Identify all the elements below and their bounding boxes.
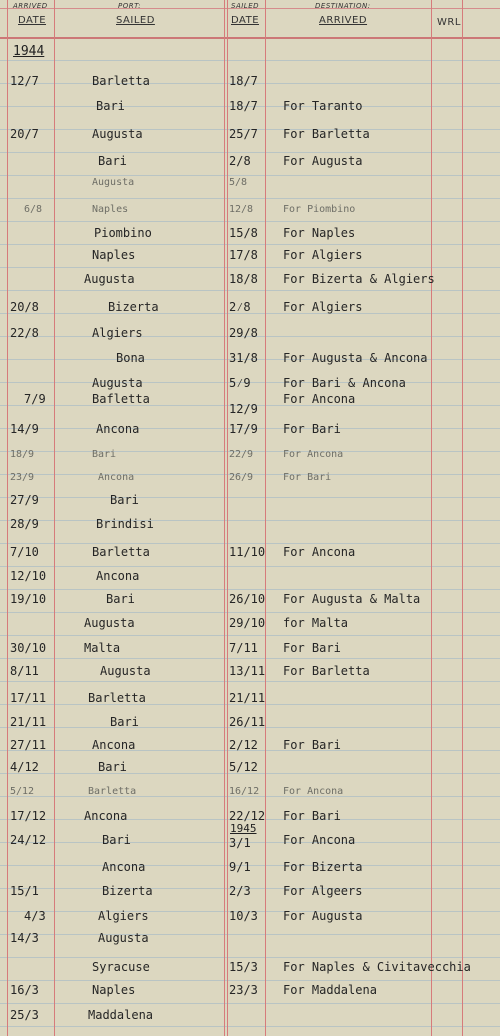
arrived-cell: 7/10 [10, 545, 39, 559]
port-cell: Augusta [92, 177, 135, 188]
arrived-caption: ARRIVED [13, 2, 48, 10]
destination-cell: For Ancona [283, 545, 356, 559]
sailed-cell: 13/11 [229, 664, 266, 678]
port-cell: Algiers [98, 909, 149, 923]
sailed-cell: 26/10 [229, 592, 266, 606]
arrived-cell: 12/7 [10, 74, 39, 88]
destination-cell: For Augusta [283, 909, 363, 923]
sailed-cell: 25/7 [229, 127, 258, 141]
port-cell: Augusta [98, 931, 149, 945]
sailed-caption: SAILED [231, 2, 260, 10]
sailed-cell: 2/12 [229, 738, 258, 752]
arrived-cell: 27/9 [10, 493, 39, 507]
arrived-cell: 8/11 [10, 664, 39, 678]
port-cell: Ancona [96, 569, 140, 583]
destination-cell: For Bari [283, 422, 341, 436]
port-cell: Ancona [96, 422, 140, 436]
destination-cell: For Bari [283, 472, 332, 483]
sailed-cell: 26/9 [229, 472, 254, 483]
sailed-cell: 9/1 [229, 860, 251, 874]
sailed-cell: 10/3 [229, 909, 258, 923]
sailed-cell: 26/11 [229, 715, 266, 729]
sailed-cell: 3/1 [229, 836, 251, 850]
port-cell: Piombino [94, 226, 152, 240]
port-cell: Naples [92, 248, 136, 262]
arrived-cell: 6/8 [24, 204, 43, 215]
arrived-date-header: DATE [18, 15, 47, 26]
port-cell: Naples [92, 983, 136, 997]
port-cell: Augusta [84, 616, 135, 630]
arrived-cell: 25/3 [10, 1008, 39, 1022]
destination-cell: For Taranto [283, 99, 363, 113]
port-cell: Augusta [92, 376, 143, 390]
port-cell: Maddalena [88, 1008, 154, 1022]
arrived-cell: 17/11 [10, 691, 47, 705]
arrived-cell: 15/1 [10, 884, 39, 898]
port-cell: Brindisi [96, 517, 154, 531]
sailed-cell: 16/12 [229, 786, 260, 797]
port-cell: Algiers [92, 326, 143, 340]
arrived-cell: 21/11 [10, 715, 47, 729]
destination-cell: For Ancona [283, 786, 344, 797]
sailed-cell: 12/8 [229, 204, 254, 215]
year-1944: 1944 [13, 44, 45, 59]
destination-cell: For Bari & Ancona [283, 376, 406, 390]
destination-cell: For Augusta & Malta [283, 592, 421, 606]
sailed-cell: 18/7 [229, 74, 258, 88]
arrived-cell: 28/9 [10, 517, 39, 531]
arrived-cell: 24/12 [10, 833, 47, 847]
port-cell: Malta [84, 641, 121, 655]
arrived-cell: 19/10 [10, 592, 47, 606]
destination-cell: For Barletta [283, 664, 370, 678]
destination-cell: For Bari [283, 641, 341, 655]
arrived-cell: 17/12 [10, 809, 47, 823]
sailed-cell: 7/11 [229, 641, 258, 655]
arrived-cell: 30/10 [10, 641, 47, 655]
sailed-cell: 15/3 [229, 960, 258, 974]
sailed-cell: 22/12 [229, 809, 266, 823]
destination-cell: For Piombino [283, 204, 356, 215]
wrl-header: WRL [437, 17, 461, 28]
destination-cell: For Algeers [283, 884, 363, 898]
port-cell: Barletta [88, 786, 137, 797]
sailed-cell: 22/9 [229, 449, 254, 460]
sailed-cell: 29/10 [229, 616, 266, 630]
sailed-cell: 2⁄8 [229, 300, 251, 314]
sailed-cell: 5/12 [229, 760, 258, 774]
port-cell: Barletta [92, 545, 150, 559]
port-cell: Ancona [84, 809, 128, 823]
port-cell: Ancona [98, 472, 135, 483]
destination-cell: For Ancona [283, 449, 344, 460]
sailed-cell: 29/8 [229, 326, 258, 340]
port-cell: Bari [106, 592, 135, 606]
destination-cell: For Augusta [283, 154, 363, 168]
port-cell: Barletta [88, 691, 146, 705]
port-cell: Bari [102, 833, 131, 847]
port-cell: Ancona [92, 738, 136, 752]
sailed-date-header: DATE [231, 15, 260, 26]
arrived-cell: 20/8 [10, 300, 39, 314]
sailed-cell: 5⁄9 [229, 376, 251, 390]
arrived-cell: 16/3 [10, 983, 39, 997]
sailed-cell: 11/10 [229, 545, 266, 559]
port-cell: Bizerta [108, 300, 159, 314]
sailed-cell: 18/7 [229, 99, 258, 113]
destination-cell: for Malta [283, 616, 349, 630]
destination-cell: For Naples [283, 226, 356, 240]
sailed-cell: 2/8 [229, 154, 251, 168]
port-cell: Bari [96, 99, 125, 113]
destination-cell: For Naples & Civitavecchia [283, 960, 471, 974]
sailed-cell: 31/8 [229, 351, 258, 365]
port-caption: PORT: [118, 2, 142, 10]
arrived-cell: 12/10 [10, 569, 47, 583]
destination-cell: For Ancona [283, 833, 356, 847]
sailed-cell: 17/9 [229, 422, 258, 436]
destination-cell: For Ancona [283, 392, 356, 406]
port-cell: Bari [98, 154, 127, 168]
arrived-cell: 14/9 [10, 422, 39, 436]
arrived-cell: 23/9 [10, 472, 35, 483]
port-cell: Ancona [102, 860, 146, 874]
port-cell: Augusta [92, 127, 143, 141]
arrived-cell: 5/12 [10, 786, 35, 797]
arrived-cell: 7/9 [24, 392, 46, 406]
arrived-cell: 27/11 [10, 738, 47, 752]
sailed-cell: 18/8 [229, 272, 258, 286]
sailed-cell: 12/9 [229, 402, 258, 416]
port-cell: Bizerta [102, 884, 153, 898]
destination-cell: For Bari [283, 738, 341, 752]
sailed-cell: 17/8 [229, 248, 258, 262]
port-cell: Bafletta [92, 392, 150, 406]
port-cell: Bari [110, 493, 139, 507]
sailed-cell: 2/3 [229, 884, 251, 898]
destination-cell: For Bizerta & Algiers [283, 272, 435, 286]
sailed-cell: 21/11 [229, 691, 266, 705]
port-cell: Naples [92, 204, 129, 215]
port-cell: Bona [116, 351, 145, 365]
destination-cell: For Bari [283, 809, 341, 823]
port-cell: Syracuse [92, 960, 150, 974]
port-cell: Bari [98, 760, 127, 774]
destination-caption: DESTINATION: [315, 2, 371, 10]
destination-cell: For Maddalena [283, 983, 377, 997]
arrived-cell: 4/3 [24, 909, 46, 923]
destination-cell: For Algiers [283, 300, 363, 314]
port-cell: Barletta [92, 74, 150, 88]
sailed-cell: 23/3 [229, 983, 258, 997]
arrived-cell: 4/12 [10, 760, 39, 774]
port-cell: Augusta [100, 664, 151, 678]
destination-cell: For Bizerta [283, 860, 363, 874]
destination-cell: For Algiers [283, 248, 363, 262]
sailed-cell: 15/8 [229, 226, 258, 240]
port-cell: Bari [110, 715, 139, 729]
sailed-cell: 5/8 [229, 177, 248, 188]
destination-cell: For Augusta & Ancona [283, 351, 428, 365]
arrived-cell: 22/8 [10, 326, 39, 340]
year-1945: 1945 [230, 822, 257, 835]
port-cell: Bari [92, 449, 117, 460]
port-sailed-header: SAILED [116, 15, 155, 26]
arrived-cell: 20/7 [10, 127, 39, 141]
destination-arrived-header: ARRIVED [319, 15, 368, 26]
arrived-cell: 14/3 [10, 931, 39, 945]
destination-cell: For Barletta [283, 127, 370, 141]
port-cell: Augusta [84, 272, 135, 286]
arrived-cell: 18/9 [10, 449, 35, 460]
